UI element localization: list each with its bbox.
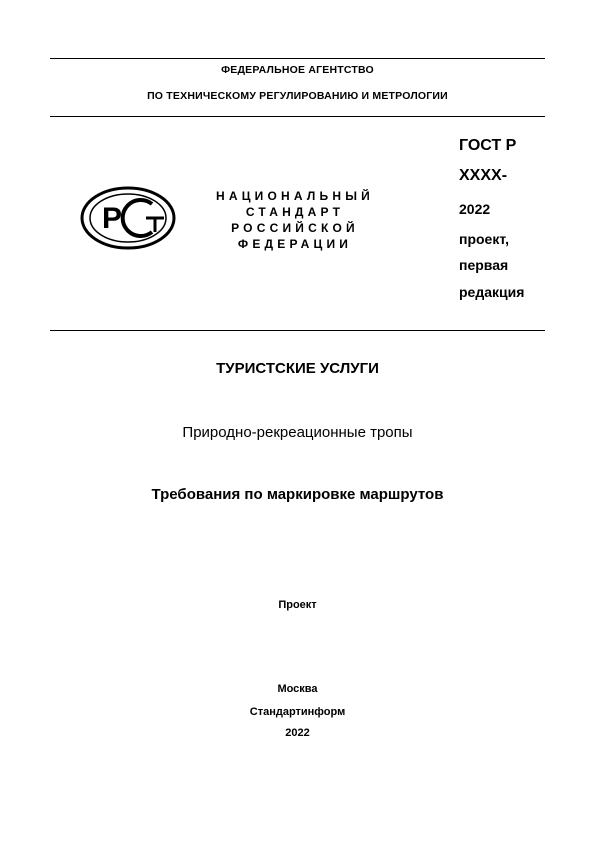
national-standard-line-4: ФЕДЕРАЦИИ: [237, 237, 353, 251]
gost-designation: ГОСТ Р: [459, 137, 517, 154]
national-standard-line-1: НАЦИОНАЛЬНЫЙ: [215, 189, 375, 203]
top-rule: [50, 58, 545, 59]
status-label: Проект: [278, 599, 317, 611]
gost-year: 2022: [459, 201, 491, 217]
gost-edition-label-1: первая: [459, 257, 509, 273]
title-rule: [50, 330, 545, 331]
document-title: ТУРИСТСКИЕ УСЛУГИ: [216, 360, 379, 377]
national-standard-line-3: РОССИЙСКОЙ: [231, 221, 359, 235]
gost-number: ХХХХ-: [459, 167, 508, 184]
gost-draft-label: проект,: [459, 231, 510, 247]
document-subtitle-2: Требования по маркировке маршрутов: [151, 486, 444, 503]
document-subtitle: Природно-рекреационные тропы: [182, 424, 413, 441]
footer-publisher: Стандартинформ: [249, 706, 346, 718]
gost-r-logo-icon: [80, 186, 176, 250]
footer-city: Москва: [277, 683, 318, 695]
header-rule: [50, 116, 545, 117]
footer-year: 2022: [285, 727, 310, 739]
agency-line-2: ПО ТЕХНИЧЕСКОМУ РЕГУЛИРОВАНИЮ И МЕТРОЛОГИИ: [147, 90, 448, 102]
agency-line-1: ФЕДЕРАЛЬНОЕ АГЕНТСТВО: [221, 64, 374, 76]
national-standard-line-2: СТАНДАРТ: [245, 205, 345, 219]
svg-text:Р: Р: [102, 202, 123, 235]
gost-edition-label-2: редакция: [459, 284, 525, 300]
